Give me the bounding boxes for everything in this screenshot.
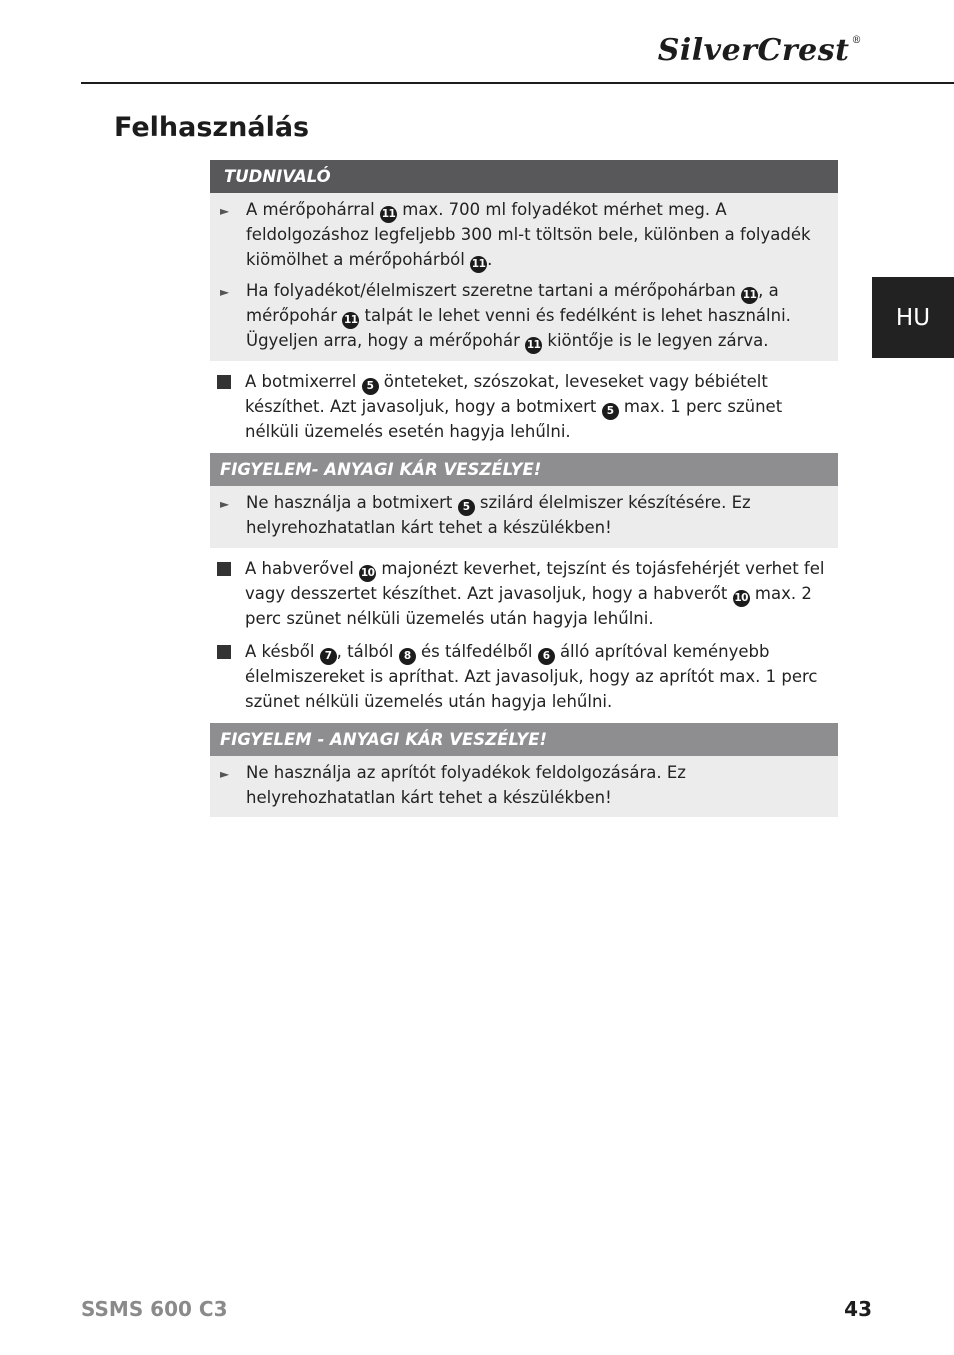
part-number-badge: 11 (525, 337, 542, 354)
paragraph-text (245, 640, 838, 714)
notice-body (210, 486, 838, 548)
square-bullet-icon (217, 375, 231, 389)
notice-box-warning-2 (210, 723, 838, 817)
text-run: max. 1 perc szünet nélküli üzemelés esetén hagyja lehűlni. (245, 396, 783, 441)
text-run: majonézt keverhet, tejszínt és tojásfehérjét verhet fel vagy desszertet készíthet. Azt javasoljuk, hogy a habverőt (245, 558, 825, 603)
part-number-badge: 5 (362, 378, 379, 395)
text-run: Ne használja az aprítót folyadékok feldolgozására. Ez helyrehozhatatlan kárt tehet a készülékben! (246, 763, 686, 807)
notice-box-warning-1 (210, 453, 838, 548)
part-number-badge: 5 (602, 403, 619, 420)
arrow-bullet-icon: ► (220, 497, 230, 511)
text-run: A habverővel (245, 558, 360, 578)
part-number-badge: 10 (359, 565, 376, 582)
page-title: Felhasználás (114, 112, 310, 143)
arrow-bullet-icon: ► (220, 204, 230, 218)
bullet-paragraph-habvero (215, 557, 838, 632)
text-run: A mérőpohárral (246, 200, 380, 219)
brand-name: SilverCrest (657, 33, 850, 68)
notice-item (220, 761, 828, 810)
part-number-badge: 8 (399, 648, 416, 665)
bullet-paragraph-aprito (215, 640, 838, 714)
part-number-badge: 11 (380, 206, 397, 223)
arrow-bullet-icon: ► (220, 284, 230, 299)
text-run: . (487, 249, 493, 269)
text-run: , tálból (336, 642, 399, 661)
footer-model: SSMS 600 C3 (81, 1297, 228, 1321)
part-number-badge: 5 (458, 499, 475, 516)
notice-item-text (246, 279, 828, 354)
paragraph-text (245, 370, 838, 445)
notice-item (220, 491, 828, 541)
text-run: A késből (245, 642, 320, 661)
text-run: max. 700 ml folyadékot mérhet meg. A feldolgozáshoz legfeljebb 300 ml-t töltsön bele, különben a folyadék kiömölhet a mérőpohárból (246, 200, 811, 269)
registered-mark: ® (851, 35, 862, 46)
notice-body (210, 756, 838, 817)
part-number-badge: 6 (538, 648, 555, 665)
page-number: 43 (844, 1297, 872, 1321)
text-run: önteteket, szószokat, leveseket vagy bébiételt készíthet. Azt javasoljuk, hogy a botmixert (245, 371, 768, 416)
header-rule (81, 82, 954, 84)
text-run: , a mérőpohár (246, 280, 779, 325)
notice-item (220, 198, 828, 273)
paragraph-text (245, 557, 838, 632)
part-number-badge: 11 (342, 312, 359, 329)
text-run: max. 2 perc szünet nélküli üzemelés után hagyja lehűlni. (245, 583, 812, 628)
notice-heading: FIGYELEM- ANYAGI KÁR VESZÉLYE! (210, 453, 838, 486)
part-number-badge: 11 (741, 287, 758, 304)
main-content (210, 160, 838, 817)
part-number-badge: 7 (320, 648, 337, 665)
brand-logo (657, 33, 862, 68)
text-run: és tálfedélből (415, 642, 538, 661)
notice-item-text (246, 198, 828, 273)
notice-body (210, 193, 838, 361)
text-run: álló aprítóval keményebb élelmiszereket is apríthat. Azt javasoljuk, hogy az aprítót max. 1 perc szünet nélküli üzemelés után hagyja lehűlni. (245, 642, 818, 711)
bullet-paragraph-botmixer (215, 370, 838, 445)
square-bullet-icon (217, 562, 231, 576)
text-run: talpát le lehet venni és fedélként is lehet használni. Ügyeljen arra, hogy a mérőpohár (246, 305, 791, 350)
text-run: Ha folyadékot/élelmiszert szeretne tartani a mérőpohárban (246, 280, 742, 300)
text-run: szilárd élelmiszer készítésére. Ez helyrehozhatatlan kárt tehet a készülékben! (246, 493, 751, 537)
notice-box-tudnivalo (210, 160, 838, 361)
language-label: HU (895, 304, 931, 331)
text-run: kiöntője is le legyen zárva. (542, 330, 769, 350)
notice-item (220, 279, 828, 354)
notice-heading: TUDNIVALÓ (210, 160, 838, 193)
notice-heading: FIGYELEM - ANYAGI KÁR VESZÉLYE! (210, 723, 838, 756)
notice-item-text (246, 761, 828, 810)
notice-item-text (246, 491, 828, 541)
text-run: A botmixerrel (245, 371, 362, 391)
part-number-badge: 10 (733, 590, 750, 607)
part-number-badge: 11 (470, 256, 487, 273)
arrow-bullet-icon: ► (220, 767, 230, 781)
text-run: Ne használja a botmixert (246, 493, 458, 512)
square-bullet-icon (217, 645, 231, 659)
language-tab (872, 277, 954, 358)
